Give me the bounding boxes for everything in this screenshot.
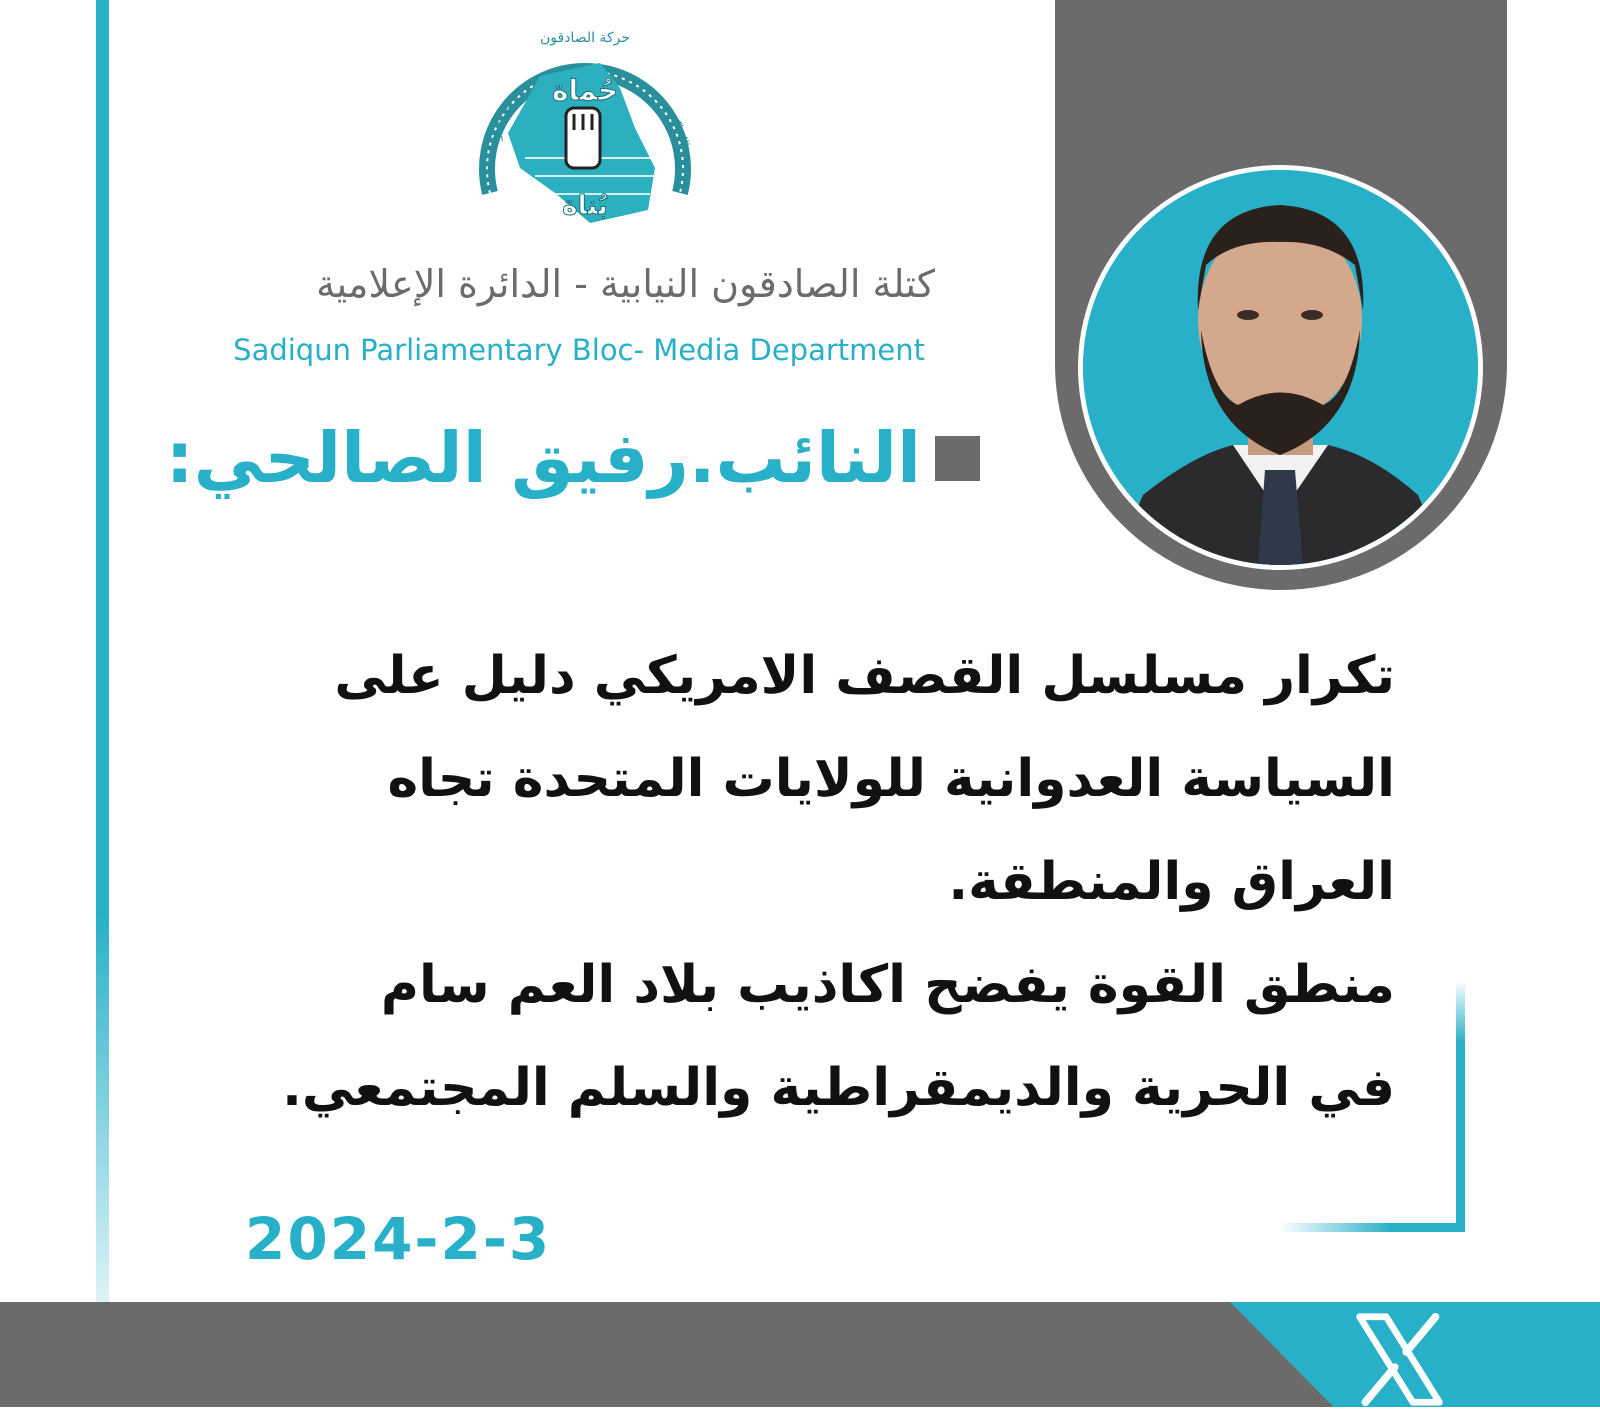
logo-arc-text: حركة الصادقون: [539, 30, 631, 46]
logo-top-word: حُماة: [552, 74, 618, 107]
statement-line: في الحرية والديمقراطية والسلم المجتمعي.: [282, 1058, 1395, 1118]
speaker-heading: [166, 408, 980, 508]
organization-name-english: Sadiqun Parliamentary Bloc- Media Department: [233, 333, 925, 367]
logo-side-text-right: الله اكبر: [667, 109, 693, 149]
bottom-margin: [0, 1407, 1600, 1420]
person-portrait-icon: [1083, 170, 1478, 565]
frame-corner-vertical: [1456, 980, 1465, 1232]
left-accent-bar: [96, 0, 109, 1305]
logo-bottom-word: بُناة: [562, 191, 608, 221]
statement-line: العراق والمنطقة.: [948, 852, 1395, 912]
organization-name-arabic: كتلة الصادقون النيابية - الدائرة الإعلامية: [316, 262, 935, 306]
x-logo-icon: [1352, 1312, 1447, 1407]
statement-line: تكرار مسلسل القصف الامريكي دليل على: [334, 646, 1395, 706]
statement-line: السياسة العدوانية للولايات المتحدة تجاه: [387, 749, 1395, 809]
statement-text: [200, 625, 1395, 1140]
speaker-name: النائب.رفيق الصالحي:: [165, 417, 921, 499]
statement-line: منطق القوة يفضح اكاذيب بلاد العم سام: [380, 955, 1395, 1015]
square-bullet-icon: [935, 436, 980, 481]
logo-side-text-left: الله اكبر: [490, 101, 516, 142]
bloc-logo: [470, 18, 700, 233]
post-date: 2024-2-3: [245, 1205, 552, 1273]
frame-corner-horizontal: [1280, 1223, 1465, 1232]
speaker-portrait: [1078, 165, 1483, 570]
